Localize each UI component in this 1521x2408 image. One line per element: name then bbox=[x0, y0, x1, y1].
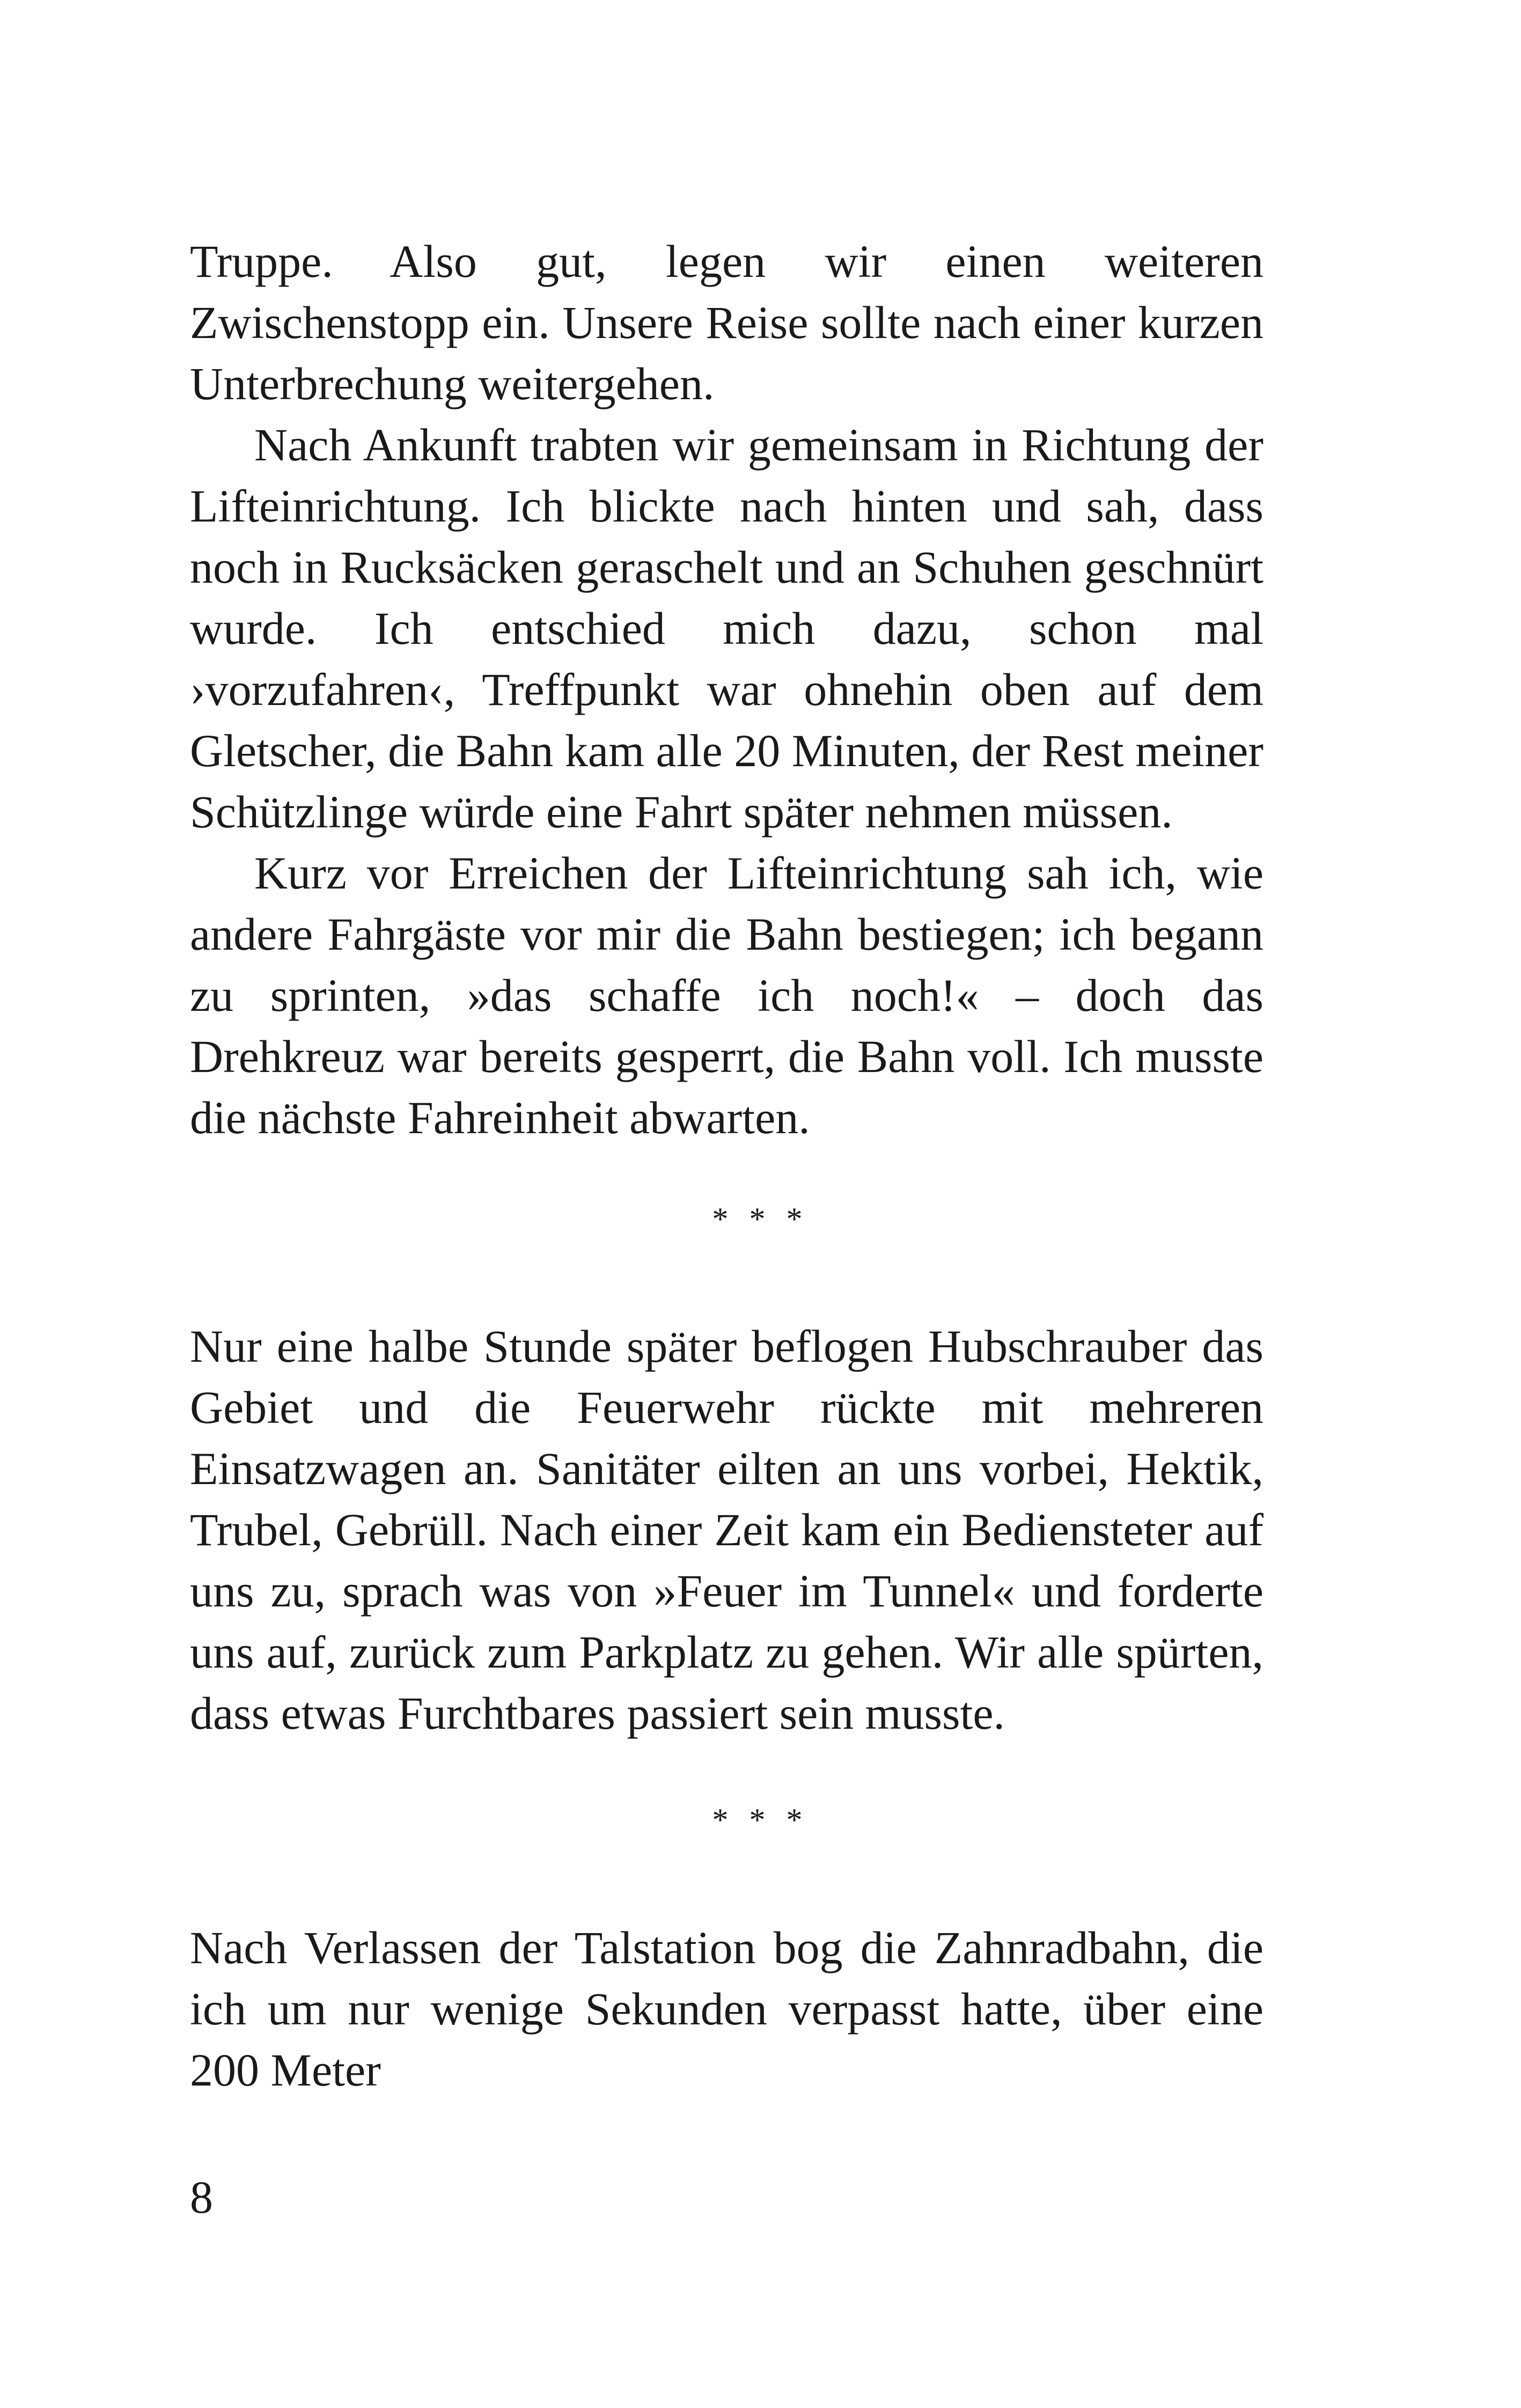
section-1 bbox=[190, 231, 1263, 1148]
page-number: 8 bbox=[190, 2171, 213, 2223]
paragraph: Nur eine halbe Stunde später beflogen Hubschrauber das Gebiet und die Feuerwehr rückte mit mehreren Einsatzwagen an. Sanitäter eilten an uns vorbei, Hektik, Trubel, Gebrüll. Nach einer Zeit kam ein Bediensteter auf uns zu, sprach was von »Feuer im Tunnel« und forderte uns auf, zurück zum Parkplatz zu gehen. Wir alle spürten, dass etwas Furchtbares passiert sein musste. bbox=[190, 1320, 1263, 1739]
paragraph: Nach Ankunft trabten wir gemeinsam in Richtung der Lifteinrichtung. Ich blickte nach hinten und sah, dass noch in Rucksäcken geraschelt und an Schuhen geschnürt wurde. Ich entschied mich dazu, schon mal ›vorzufahren‹, Treffpunkt war ohnehin oben auf dem Gletscher, die Bahn kam alle 20 Minuten, der Rest meiner Schützlinge würde eine Fahrt später nehmen müssen. bbox=[190, 419, 1263, 838]
section-separator: * * * bbox=[712, 1201, 809, 1237]
section-2 bbox=[190, 1316, 1263, 1744]
paragraph: Kurz vor Erreichen der Lifteinrichtung sah ich, wie andere Fahrgäste vor mir die Bahn bestiegen; ich begann zu sprinten, »das schaffe ich noch!« – doch das Drehkreuz war bereits gesperrt, die Bahn voll. Ich musste die nächste Fahreinheit abwarten. bbox=[190, 847, 1263, 1143]
paragraph: Nach Verlassen der Talstation bog die Zahnradbahn, die ich um nur wenige Sekunden verpasst hatte, über eine 200 Meter bbox=[190, 1922, 1263, 2096]
paragraph: Truppe. Also gut, legen wir einen weiteren Zwischenstopp ein. Unsere Reise sollte nach einer kurzen Unterbrechung weitergehen. bbox=[190, 236, 1263, 409]
section-3 bbox=[190, 1917, 1263, 2101]
section-separator: * * * bbox=[712, 1802, 809, 1838]
